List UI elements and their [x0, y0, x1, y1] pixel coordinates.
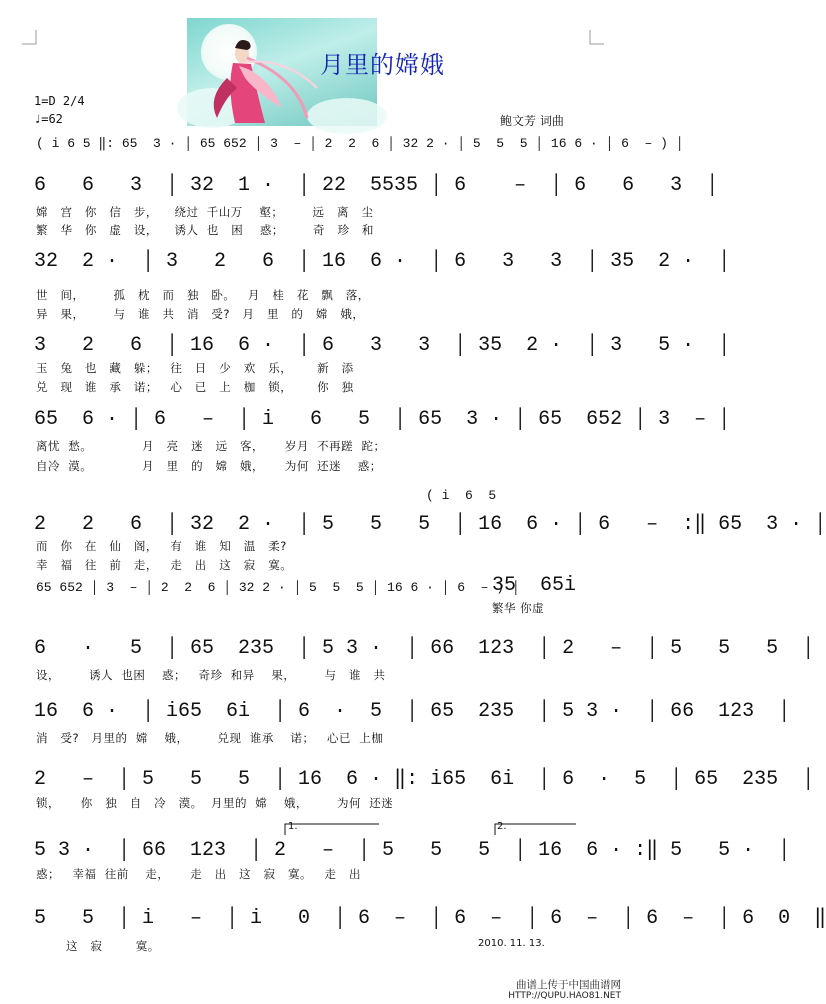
intro-notation: ( i 6 5 ‖: 65 3 · │ 65 652 │ 3 – │ 2 2 6 │ 32 2 · │ 5 5 5 │ 16 6 · │ 6 – ) │	[36, 136, 684, 151]
tempo-mark: ♩=62	[34, 112, 63, 126]
lyric-verse-1: 世 间， 孤 枕 而 独 卧。 月 桂 花 飘 落，	[36, 288, 370, 302]
song-title: 月里的嫦娥	[320, 51, 445, 79]
watermark-line-1: 曲谱上传于中国曲谱网	[516, 979, 621, 991]
notation-line: 2 – │ 5 5 5 │ 16 6 · ‖: i65 6i │ 6 · 5 │ 65 235 │	[34, 768, 815, 791]
notation-line: 16 6 · │ i65 6i │ 6 · 5 │ 65 235 │ 5 3 · │ 66 123 │	[34, 700, 791, 723]
volta-label-2: 2.	[497, 821, 507, 832]
lyric-verse-1: 而 你 在 仙 阁， 有 谁 知 温 柔?	[36, 539, 287, 553]
notation-line: 5 5 │ i – │ i 0 │ 6 – │ 6 – │ 6 – │ 6 – │ 6 0 ‖	[34, 907, 826, 930]
volta-label-1: 1.	[288, 821, 298, 832]
notation-line: 65 6 · │ 6 – │ i 6 5 │ 65 3 · │ 65 652 │ 3 – │	[34, 408, 731, 431]
notation-line: 5 3 · │ 66 123 │ 2 – │ 5 5 5 │ 16 6 · :‖ 5 5 · │	[34, 839, 791, 862]
notation-line: 32 2 · │ 3 2 6 │ 16 6 · │ 6 3 3 │ 35 2 · │	[34, 250, 731, 273]
lyric-verse-1: 设， 诱人 也困 惑； 奇珍 和异 果， 与 谁 共	[36, 668, 386, 682]
volta-bracket-2	[494, 822, 578, 836]
lyric-verse-2: 幸 福 往 前 走， 走 出 这 寂 寞。	[36, 558, 293, 572]
lyric-verse-1: 惑； 幸福 往前 走， 走 出 这 寂 寞。 走 出	[36, 867, 361, 881]
site-watermark	[508, 980, 621, 1002]
lyric-verse-2: 繁 华 你 虚 设， 诱人 也 困 惑； 奇 珍 和	[36, 223, 374, 237]
notation-line: 6 6 3 │ 32 1 · │ 22 5535 │ 6 – │ 6 6 3 │	[34, 174, 719, 197]
notation-line: 3 2 6 │ 16 6 · │ 6 3 3 │ 35 2 · │ 3 5 · │	[34, 334, 731, 357]
crop-mark-top-left	[22, 30, 36, 44]
interlude-pickup: 35 65i	[492, 574, 577, 597]
interlude-notation: 65 652 │ 3 – │ 2 2 6 │ 32 2 · │ 5 5 5 │ 16 6 · │ 6 – ) │	[36, 580, 520, 595]
composition-date: 2010. 11. 13.	[478, 938, 545, 949]
lyric-verse-1: 消 受? 月里的 嫦 娥， 兑现 谁承 诺； 心已 上枷	[36, 731, 384, 745]
lyric-verse-1: 嫦 宫 你 信 步， 绕过 千山万 壑； 远 离 尘	[36, 205, 374, 219]
lyric-verse-1: 锁， 你 独 自 冷 漠。 月里的 嫦 娥， 为何 还迷	[36, 796, 394, 810]
notation-line: 2 2 6 │ 32 2 · │ 5 5 5 │ 16 6 · │ 6 – :‖ 65 3 · │	[34, 513, 826, 536]
crop-mark-top-right	[590, 30, 604, 44]
lyric-verse-1: 这 寂 寞。	[66, 939, 160, 953]
lyric-verse-2: 自冷 漠。 月 里 的 嫦 娥， 为何 还迷 惑；	[36, 459, 382, 473]
volta-bracket-1	[284, 822, 384, 836]
lyric-verse-2: 异 果， 与 谁 共 消 受? 月 里 的 嫦 娥，	[36, 307, 365, 321]
pickup-notation: ( i 6 5	[426, 488, 497, 503]
interlude-lyric: 繁华 你虚	[492, 601, 545, 615]
notation-line: 6 · 5 │ 65 235 │ 5 3 · │ 66 123 │ 2 – │ 5 5 5 │	[34, 637, 815, 660]
lyric-verse-2: 兑 现 谁 承 诺； 心 已 上 枷 锁， 你 独	[36, 380, 354, 394]
watermark-line-2: HTTP://QUPU.HAO81.NET	[508, 991, 621, 1001]
key-signature: 1=D 2/4	[34, 94, 85, 108]
author-credit: 鲍文芳 词曲	[500, 114, 564, 128]
lyric-verse-1: 玉 兔 也 藏 躲； 往 日 少 欢 乐， 新 添	[36, 361, 354, 375]
lyric-verse-1: 离忧 愁。 月 亮 迷 远 客， 岁月 不再蹉 跎；	[36, 439, 386, 453]
